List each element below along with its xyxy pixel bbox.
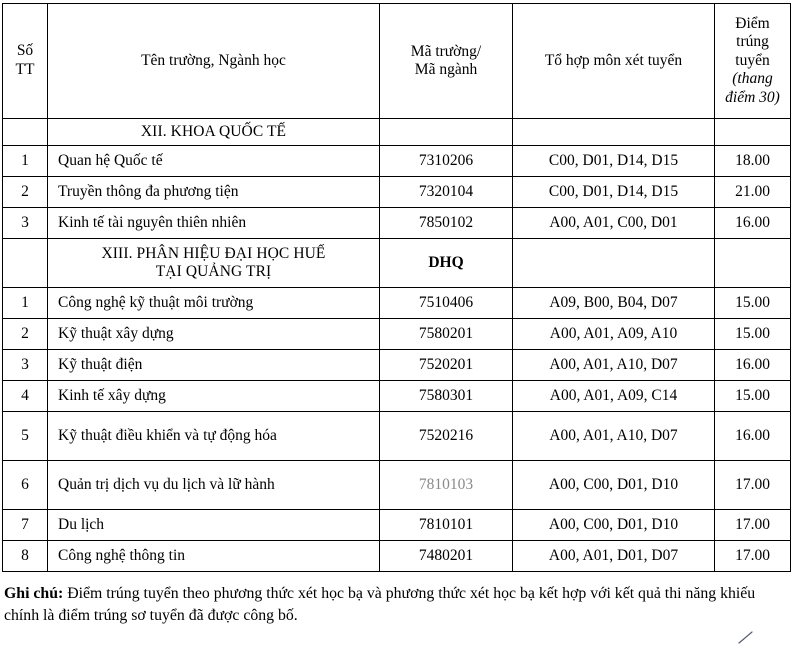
- row-code: 7520201: [380, 350, 513, 381]
- row-score: 16.00: [715, 412, 791, 461]
- footer-note-text: Điểm trúng tuyển theo phương thức xét học bạ và phương thức xét học bạ kết hợp với kết quả thi năng khiếu chính là điểm trúng sơ tuyển đã được công bố.: [4, 585, 756, 624]
- row-score: 15.00: [715, 319, 791, 350]
- row-name: Truyền thông đa phương tiện: [48, 177, 380, 208]
- section-title-xiii-line1: XIII. PHÂN HIỆU ĐẠI HỌC HUẾ: [101, 245, 326, 263]
- section-heading-row: [3, 239, 791, 288]
- column-header-score-line1: Điểm: [735, 14, 770, 32]
- section-score-cell: [715, 119, 791, 146]
- row-combination: A09, B00, B04, D07: [513, 288, 715, 319]
- section-title-xiii-line2: TẠI QUẢNG TRỊ: [155, 263, 272, 280]
- table-row: [3, 208, 791, 239]
- row-score: 16.00: [715, 350, 791, 381]
- section-title-xiii: [48, 239, 380, 288]
- column-header-stt-line1: Số: [16, 42, 34, 60]
- row-stt: 3: [3, 208, 48, 239]
- row-combination: A00, C00, D01, D10: [513, 461, 715, 510]
- row-score: 17.00: [715, 541, 791, 572]
- row-stt: 2: [3, 177, 48, 208]
- row-name: Quan hệ Quốc tế: [48, 146, 380, 177]
- row-stt: 6: [3, 461, 48, 510]
- column-header-code: [380, 4, 513, 119]
- column-header-score-line2: trúng: [736, 33, 769, 51]
- row-name: Công nghệ thông tin: [48, 541, 380, 572]
- row-score: 17.00: [715, 510, 791, 541]
- section-code-xii: [380, 119, 513, 146]
- stray-pen-mark-icon: [737, 631, 755, 645]
- section-heading-row: [3, 119, 791, 146]
- row-stt: 7: [3, 510, 48, 541]
- section-combination-cell: [513, 239, 715, 288]
- row-score: 21.00: [715, 177, 791, 208]
- column-header-code-line1: Mã trường/: [410, 43, 482, 61]
- row-combination: C00, D01, D14, D15: [513, 146, 715, 177]
- column-header-score-line5: điểm 30): [725, 88, 780, 106]
- row-combination: A00, A01, A09, A10: [513, 319, 715, 350]
- table-row: [3, 350, 791, 381]
- row-stt: 1: [3, 146, 48, 177]
- row-score: 16.00: [715, 208, 791, 239]
- row-combination: A00, A01, C00, D01: [513, 208, 715, 239]
- row-score: 17.00: [715, 461, 791, 510]
- section-score-cell: [715, 239, 791, 288]
- column-header-school-name: Tên trường, Ngành học: [48, 4, 380, 119]
- row-stt: 3: [3, 350, 48, 381]
- row-name: Kinh tế tài nguyên thiên nhiên: [48, 208, 380, 239]
- row-code: 7810103: [380, 461, 513, 510]
- row-code: 7480201: [380, 541, 513, 572]
- row-stt: 8: [3, 541, 48, 572]
- row-combination: A00, A01, A10, D07: [513, 412, 715, 461]
- column-header-code-line2: Mã ngành: [414, 61, 478, 78]
- table-row: [3, 412, 791, 461]
- column-header-stt: [3, 4, 48, 119]
- admission-score-table: [2, 3, 791, 572]
- table-row: [3, 461, 791, 510]
- column-header-subject-combination: Tổ hợp môn xét tuyển: [513, 4, 715, 119]
- table-row: [3, 319, 791, 350]
- table-row: [3, 146, 791, 177]
- row-stt: 2: [3, 319, 48, 350]
- row-combination: C00, D01, D14, D15: [513, 177, 715, 208]
- row-score: 15.00: [715, 288, 791, 319]
- row-name: Kỹ thuật xây dựng: [48, 319, 380, 350]
- row-code: 7580201: [380, 319, 513, 350]
- row-name: Kỹ thuật điện: [48, 350, 380, 381]
- footer-note: [4, 583, 784, 627]
- row-code: 7850102: [380, 208, 513, 239]
- table-row: [3, 381, 791, 412]
- row-name: Du lịch: [48, 510, 380, 541]
- row-code: 7810101: [380, 510, 513, 541]
- row-combination: A00, A01, A10, D07: [513, 350, 715, 381]
- row-code: 7310206: [380, 146, 513, 177]
- row-name: Kinh tế xây dựng: [48, 381, 380, 412]
- row-name: Quản trị dịch vụ du lịch và lữ hành: [48, 461, 380, 510]
- row-stt: 4: [3, 381, 48, 412]
- section-title-xii-line1: XII. KHOA QUỐC TẾ: [140, 123, 287, 141]
- column-header-score-line3: tuyển: [735, 51, 770, 69]
- row-code: 7520216: [380, 412, 513, 461]
- column-header-score: [715, 4, 791, 119]
- row-code: 7510406: [380, 288, 513, 319]
- row-name: Công nghệ kỹ thuật môi trường: [48, 288, 380, 319]
- row-stt: 5: [3, 412, 48, 461]
- row-code: 7580301: [380, 381, 513, 412]
- table-row: [3, 541, 791, 572]
- row-combination: A00, A01, A09, C14: [513, 381, 715, 412]
- section-stt-cell: [3, 119, 48, 146]
- column-header-score-line4: (thang: [732, 70, 773, 88]
- row-code: 7320104: [380, 177, 513, 208]
- table-header-row: [3, 4, 791, 119]
- row-combination: A00, C00, D01, D10: [513, 510, 715, 541]
- section-combination-cell: [513, 119, 715, 146]
- table-row: [3, 177, 791, 208]
- table-row: [3, 288, 791, 319]
- row-combination: A00, A01, D01, D07: [513, 541, 715, 572]
- section-title-xii: [48, 119, 380, 146]
- section-stt-cell: [3, 239, 48, 288]
- column-header-stt-line2: TT: [15, 61, 35, 78]
- row-score: 18.00: [715, 146, 791, 177]
- table-body: [3, 119, 791, 572]
- document-page: [0, 3, 793, 649]
- footer-note-label: Ghi chú:: [4, 585, 64, 602]
- row-name: Kỹ thuật điều khiển và tự động hóa: [48, 412, 380, 461]
- row-score: 15.00: [715, 381, 791, 412]
- table-row: [3, 510, 791, 541]
- row-stt: 1: [3, 288, 48, 319]
- section-code-xiii: DHQ: [380, 239, 513, 288]
